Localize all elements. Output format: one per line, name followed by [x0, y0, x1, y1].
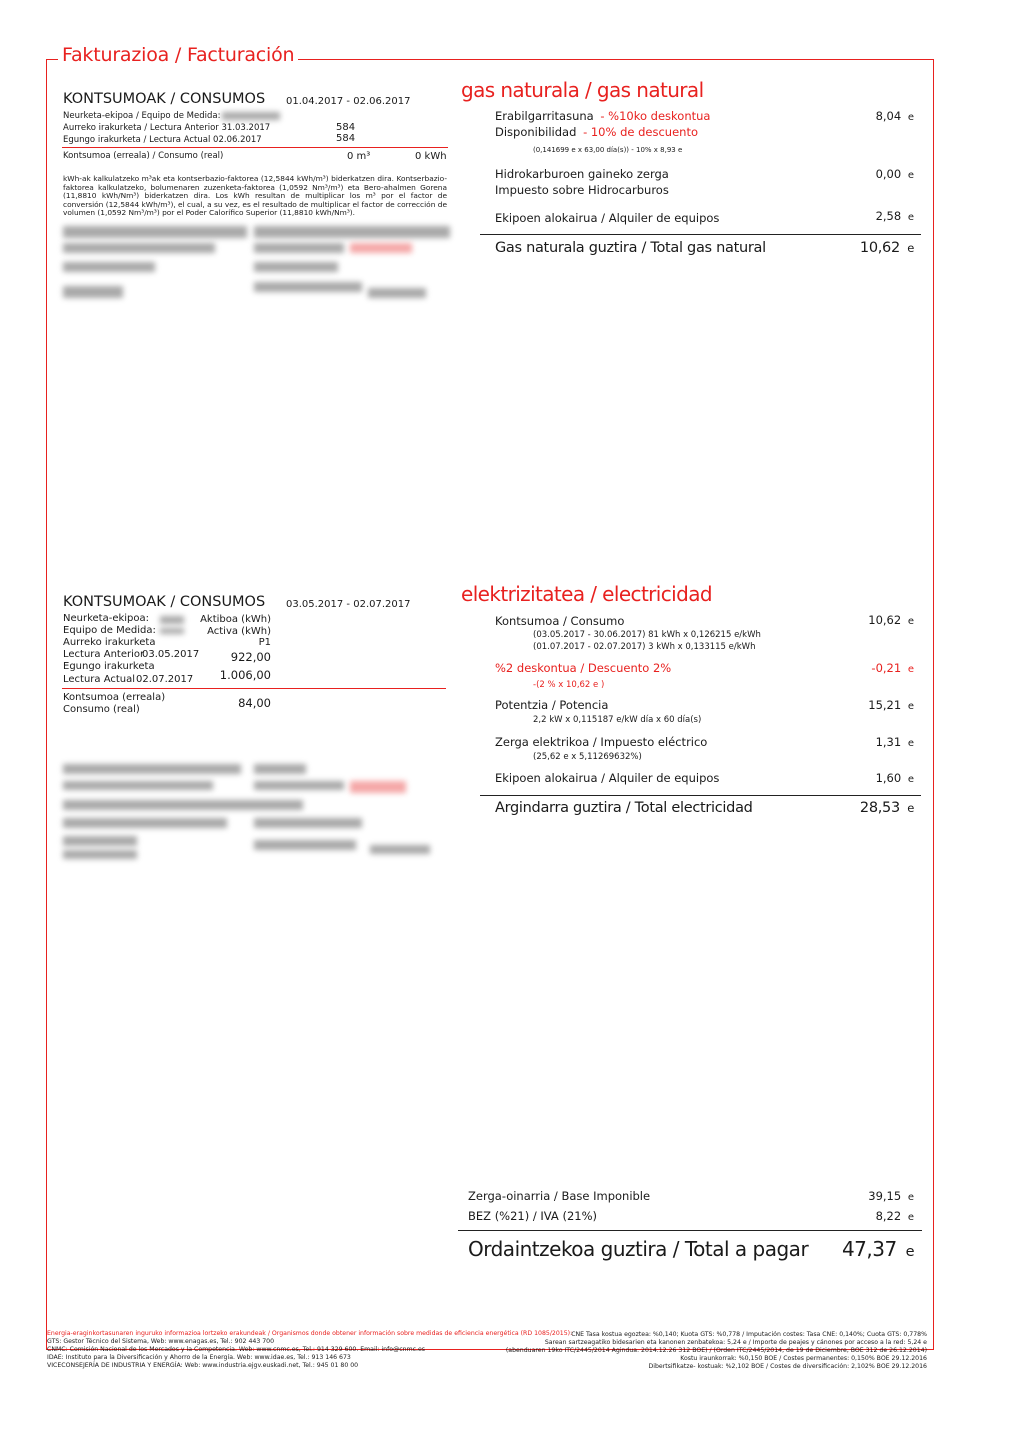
summary-divider [458, 1230, 922, 1231]
vat-amount-value: 8,22 [875, 1209, 902, 1223]
page-title: Fakturazioa / Facturación [62, 44, 295, 66]
gas-availability-label-eu [495, 109, 710, 123]
elec-table-divider [62, 688, 446, 689]
elec-active-eu: Aktiboa (kWh) [200, 614, 271, 625]
redacted-block [350, 781, 406, 793]
gas-availability-amount-value: 8,04 [875, 109, 902, 123]
elec-consumption-detail-2: (01.07.2017 - 02.07.2017) 3 kWh x 0,133115 e/kWh [533, 642, 756, 652]
elec-discount-amount [871, 661, 914, 675]
gas-conversion-note: kWh-ak kalkulatzeko m³ak eta kontserbazio-faktorea (12,5844 kWh/m³) biderkatzen dira. Kontserbazio-faktorea kalkulatzeko, bolumenaren zuzenketa-faktorea (1,0592 Nm³/m³) eta Bero-ahalmen Gorena (11,8810 kWh/Nm³) biderkatzen dira. Los kWh resultan de multiplicar los m³ por el factor de conversión (12,5844 kWh/m³), el cual, a su vez, es el resultado de multiplicar el factor de corrección de volumen (1,0592 Nm³/m³) por el Poder Calorífico Superior (11,8810 kWh/Nm³). [63, 174, 447, 218]
redacted-block [254, 262, 338, 272]
elec-power-label: Potentzia / Potencia [495, 698, 609, 712]
elec-meter-redacted [160, 628, 184, 634]
elec-prev-label-eu: Aurreko irakurketa [63, 637, 156, 648]
redacted-block [63, 850, 137, 859]
footer-left [47, 1330, 572, 1370]
footer-right-line: Kostu iraunkorrak: %0,150 BOE / Costes permanentes: 0,150% BOE 29.12.2016 [680, 1355, 927, 1362]
gas-tax-label-es: Impuesto sobre Hidrocarburos [495, 183, 669, 197]
elec-section-title: elektrizitatea / electricidad [461, 582, 712, 606]
footer-right-line: CNE Tasa kostua egoztea: %0,140; Kuota GTS: %0,778 / Imputación costes: Tasa CNE: 0,140%; Cuota GTS: 0,778% [571, 1331, 927, 1338]
gas-tax-amount [876, 167, 914, 181]
elec-consumption-title: KONTSUMOAK / CONSUMOS [63, 594, 266, 610]
frame-left [46, 59, 47, 1350]
gas-total-amount [860, 240, 914, 256]
redacted-block [254, 781, 344, 790]
elec-tax-label: Zerga elektrikoa / Impuesto eléctrico [495, 735, 708, 749]
footer-right-line: Sarean sartzeagatiko bidesarien eta kanonen zenbatekoa: 5,24 e / Importe de peajes y cánones por acceso a la red: 5,24 e [544, 1339, 927, 1346]
elec-curr-label-eu: Egungo irakurketa [63, 661, 155, 672]
currency-symbol: e [907, 170, 914, 181]
gas-availability-detail: (0,141699 e x 63,00 día(s)) - 10% x 8,93 e [533, 146, 683, 154]
redacted-block [63, 286, 123, 298]
footer-left-line: IDAE: Instituto para la Diversificación y Ahorro de la Energía. Web: www.idae.es, Tel.: 913 146 673 [47, 1354, 351, 1361]
currency-symbol: e [905, 1244, 914, 1260]
currency-symbol: e [907, 738, 914, 749]
gas-real-consumption-m3: 0 m³ [347, 151, 371, 162]
vat-label: BEZ (%21) / IVA (21%) [468, 1209, 597, 1223]
elec-real-label-eu: Kontsumoa (erreala) [63, 692, 166, 703]
currency-symbol: e [907, 1192, 914, 1203]
redacted-block [254, 818, 362, 828]
elec-total-label: Argindarra guztira / Total electricidad [495, 800, 753, 816]
gas-real-consumption-kwh: 0 kWh [415, 151, 447, 162]
footer-left-line: GTS: Gestor Técnico del Sistema, Web: www.enagas.es, Tel.: 902 443 700 [47, 1338, 275, 1345]
elec-active-es: Activa (kWh) [207, 626, 271, 637]
gas-real-consumption-label: Kontsumoa (erreala) / Consumo (real) [63, 151, 224, 161]
gas-total-divider [480, 234, 921, 235]
redacted-block [63, 262, 155, 272]
elec-power-detail: 2,2 kW x 0,115187 e/kW día x 60 día(s) [533, 715, 702, 725]
footer-right-line: Dibertsifikatze- kostuak: %2,102 BOE / Costes de diversificación: 2,102% BOE 29.12.2016 [648, 1363, 927, 1370]
gas-meter-redacted [222, 112, 280, 120]
elec-tax-amount-value: 1,31 [875, 735, 902, 749]
redacted-block [254, 282, 362, 292]
gas-meter-label: Neurketa-ekipoa / Equipo de Medida: [63, 111, 221, 121]
currency-symbol: e [907, 664, 914, 675]
elec-curr-date: 02.07.2017 [136, 674, 194, 685]
redacted-block [63, 818, 227, 828]
elec-discount-amount-value: -0,21 [871, 661, 902, 675]
redacted-block [350, 243, 412, 253]
total-to-pay-amount [842, 1237, 914, 1261]
total-to-pay-label: Ordaintzekoa guztira / Total a pagar [468, 1237, 809, 1261]
gas-rental-amount-value: 2,58 [875, 209, 902, 223]
currency-symbol: e [907, 801, 914, 815]
tax-base-amount [868, 1189, 914, 1203]
elec-power-amount [868, 698, 914, 712]
elec-total-amount-value: 28,53 [859, 800, 900, 816]
redacted-block [63, 764, 241, 774]
redacted-block [368, 288, 426, 298]
elec-consumption-detail-1: (03.05.2017 - 30.06.2017) 81 kWh x 0,126215 e/kWh [533, 630, 761, 640]
currency-symbol: e [907, 701, 914, 712]
gas-table-divider [62, 147, 448, 148]
footer-right-line: (abenduaren 19ko ITC/2445/2014 Agindua. 2014.12.26 312 BOE) / (Orden ITC/2445/2014, de 19 de Diciembre, BOE 312 de 26.12.2014) [505, 1347, 927, 1354]
vat-amount [876, 1209, 914, 1223]
currency-symbol: e [907, 241, 914, 255]
currency-symbol: e [907, 112, 914, 123]
elec-consumption-label: Kontsumoa / Consumo [495, 614, 625, 628]
elec-prev-label-es: Lectura Anterior [63, 649, 145, 660]
elec-prev-date: 03.05.2017 [142, 649, 200, 660]
gas-rental-label: Ekipoen alokairua / Alquiler de equipos [495, 211, 720, 225]
footer-right [506, 1331, 927, 1371]
elec-real-label-es: Consumo (real) [63, 704, 140, 715]
footer-left-line: VICECONSEJERÍA DE INDUSTRIA Y ENERGÍA: Web: www.industria.ejgv.euskadi.net, Tel.: 945 01 80 00 [47, 1362, 359, 1369]
gas-availability-amount [876, 109, 914, 123]
gas-consumption-title: KONTSUMOAK / CONSUMOS [63, 91, 266, 107]
frame-right [933, 59, 934, 1350]
redacted-block [63, 243, 215, 253]
elec-rental-amount [876, 771, 914, 785]
frame-top-left [46, 59, 58, 60]
elec-total-amount [860, 800, 914, 816]
gas-availability-eu-text: Erabilgarritasuna [495, 109, 594, 123]
gas-tax-amount-value: 0,00 [875, 167, 902, 181]
redacted-block [254, 840, 356, 850]
redacted-block [254, 764, 306, 774]
redacted-block [254, 243, 344, 253]
total-to-pay-amount-value: 47,37 [841, 1237, 897, 1261]
gas-tax-label-eu: Hidrokarburoen gaineko zerga [495, 167, 669, 181]
elec-tax-amount [876, 735, 914, 749]
gas-total-amount-value: 10,62 [859, 240, 900, 256]
gas-section-title: gas naturala / gas natural [461, 78, 704, 102]
gas-availability-es-text: Disponibilidad [495, 125, 577, 139]
elec-meter-label-es: Equipo de Medida: [63, 625, 156, 636]
redacted-block [63, 836, 137, 846]
gas-availability-label-es [495, 125, 698, 139]
redacted-block [254, 226, 450, 238]
gas-total-label: Gas naturala guztira / Total gas natural [495, 240, 766, 256]
currency-symbol: e [907, 212, 914, 223]
frame-top-right [298, 59, 934, 60]
elec-consumption-amount-value: 10,62 [868, 613, 902, 627]
currency-symbol: e [907, 1212, 914, 1223]
gas-curr-reading-value: 584 [336, 133, 356, 144]
elec-period-code: P1 [258, 637, 271, 648]
elec-prev-value: 922,00 [230, 650, 271, 664]
redacted-block [63, 226, 247, 238]
elec-total-divider [480, 795, 921, 796]
redacted-block [370, 845, 430, 854]
gas-consumption-period: 01.04.2017 - 02.06.2017 [286, 96, 411, 107]
gas-availability-eu-discount: - %10ko deskontua [600, 109, 711, 123]
elec-power-amount-value: 15,21 [868, 698, 902, 712]
footer-left-line: Energia-eraginkortasunaren inguruko informazioa lortzeko erakundeak / Organismos donde obtener información sobre medidas de eficiencia energética (RD 1085/2015): [47, 1330, 573, 1337]
elec-consumption-amount [868, 613, 914, 627]
currency-symbol: e [907, 616, 914, 627]
gas-prev-reading-label: Aurreko irakurketa / Lectura Anterior 31.03.2017 [63, 123, 271, 133]
elec-real-value: 84,00 [238, 696, 271, 710]
gas-prev-reading-value: 584 [336, 122, 356, 133]
redacted-block [63, 781, 213, 790]
gas-rental-amount [876, 209, 914, 223]
elec-curr-value: 1.006,00 [219, 668, 271, 682]
redacted-block [63, 800, 303, 810]
gas-availability-es-discount: - 10% de descuento [583, 125, 699, 139]
footer-left-line: CNMC: Comisión Nacional de los Mercados y la Competencia. Web: www.cnmc.es, Tel.: 914 329 600. Email: info@cnmc.es [47, 1346, 426, 1353]
tax-base-label: Zerga-oinarria / Base Imponible [468, 1189, 651, 1203]
elec-rental-label: Ekipoen alokairua / Alquiler de equipos [495, 771, 720, 785]
currency-symbol: e [907, 774, 914, 785]
elec-meter-label-eu: Neurketa-ekipoa: [63, 613, 150, 624]
elec-meter-redacted [160, 616, 184, 624]
elec-curr-label-es: Lectura Actual [63, 674, 136, 685]
tax-base-amount-value: 39,15 [868, 1189, 902, 1203]
elec-consumption-period: 03.05.2017 - 02.07.2017 [286, 599, 411, 610]
elec-discount-detail: -(2 % x 10,62 e ) [533, 680, 605, 690]
elec-tax-detail: (25,62 e x 5,11269632%) [533, 752, 642, 762]
gas-curr-reading-label: Egungo irakurketa / Lectura Actual 02.06.2017 [63, 135, 262, 145]
elec-discount-label: %2 deskontua / Descuento 2% [495, 661, 672, 675]
elec-rental-amount-value: 1,60 [875, 771, 902, 785]
